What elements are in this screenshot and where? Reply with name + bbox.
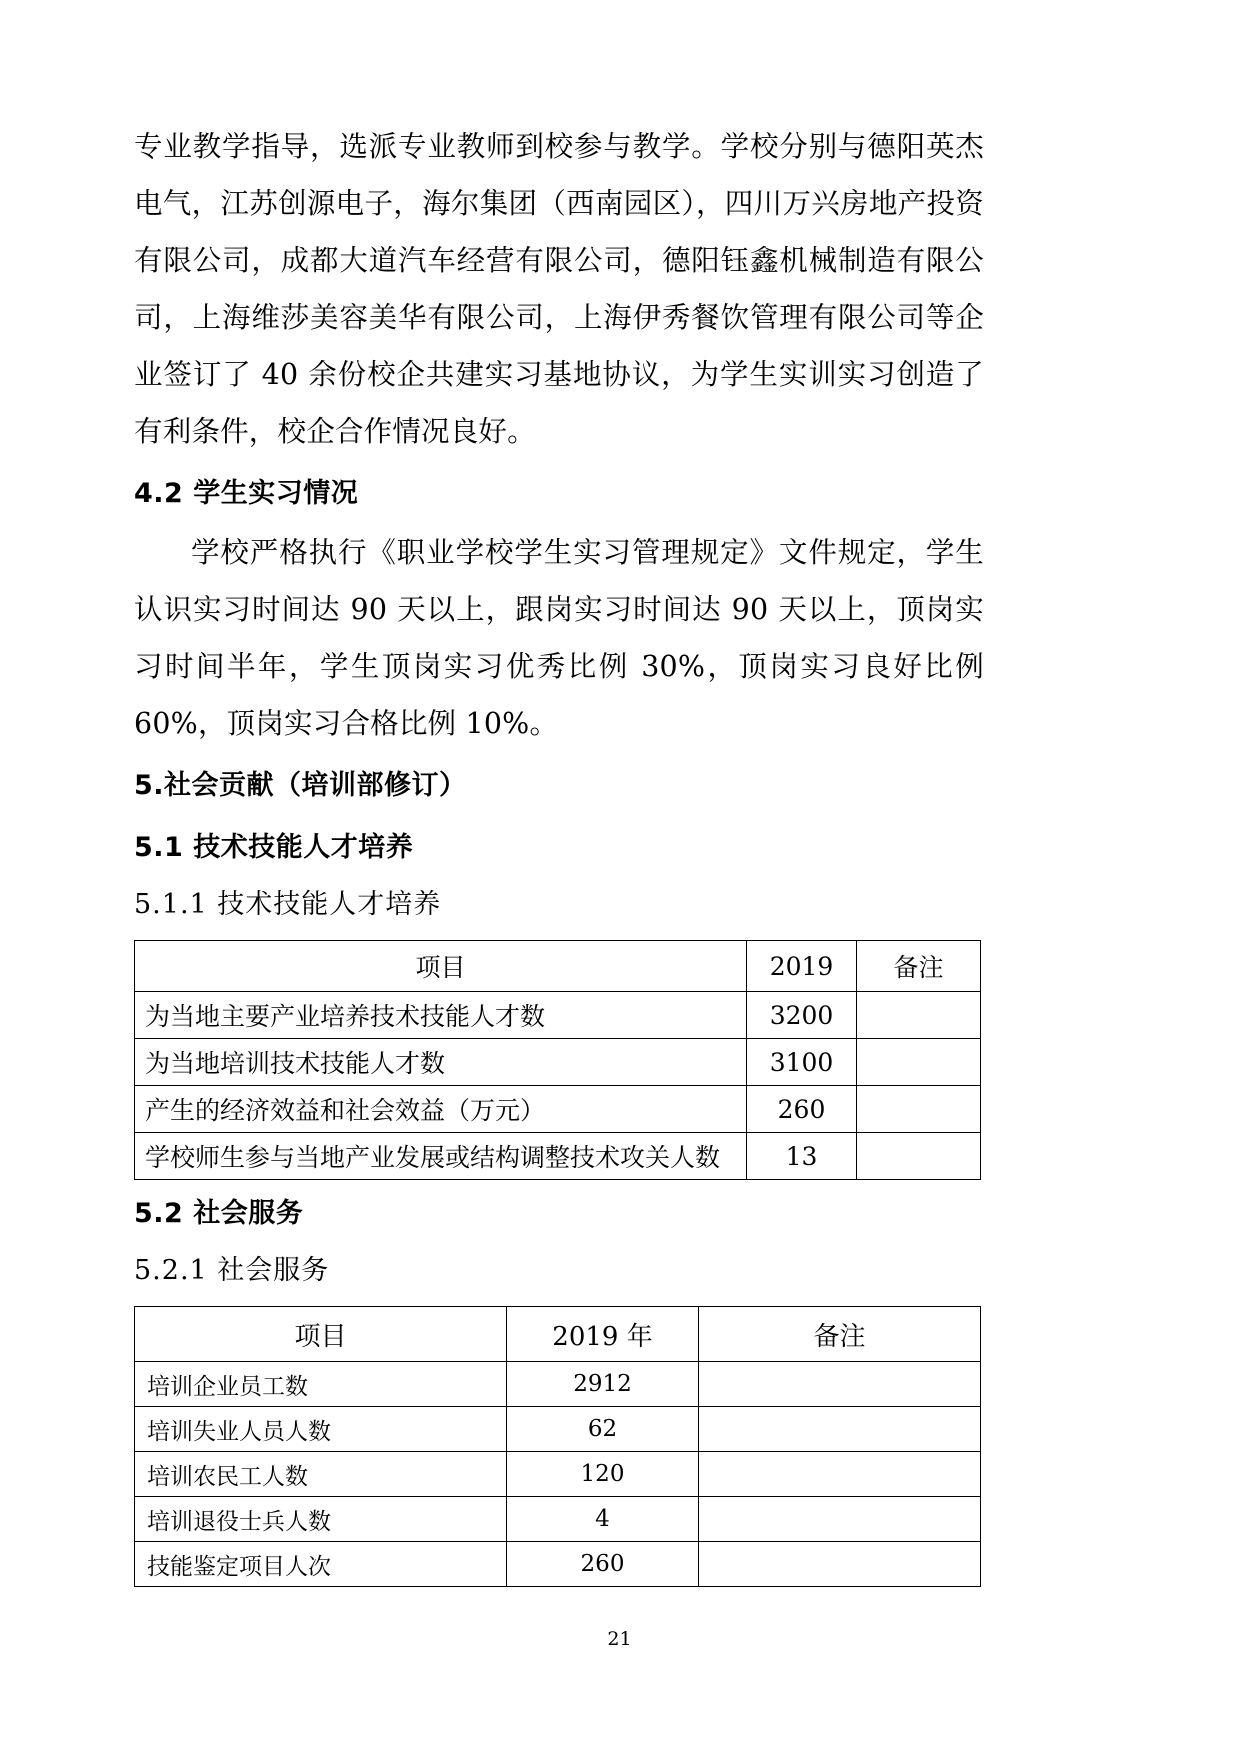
table-row: [135, 1452, 981, 1497]
table-cell-item: 为当地培训技术技能人才数: [135, 1039, 747, 1086]
table-cell-value: 260: [507, 1542, 699, 1587]
heading-5: 5.社会贡献（培训部修订）: [134, 770, 467, 801]
paragraph-internship: 学校严格执行《职业学校学生实习管理规定》文件规定，学生认识实习时间达 90 天以上，跟岗实习时间达 90 天以上，顶岗实习时间半年，学生顶岗实习优秀比例 30%，顶岗实习良好比例 60%，顶岗实习合格比例 10%。: [134, 536, 984, 740]
table-cell-note: [699, 1362, 981, 1407]
table-cell-value: 13: [747, 1133, 857, 1180]
table-cell-value: 4: [507, 1497, 699, 1542]
table-cell-value: 2912: [507, 1362, 699, 1407]
table-cell-item: 培训失业人员人数: [135, 1407, 507, 1452]
table-cell-note: [857, 1039, 981, 1086]
table-cell-value: 260: [747, 1086, 857, 1133]
table-row: [135, 1497, 981, 1542]
paragraph-cooperation: 专业教学指导，选派专业教师到校参与教学。学校分别与德阳英杰电气，江苏创源电子，海尔集团（西南园区），四川万兴房地产投资有限公司，成都大道汽车经营有限公司，德阳钰鑫机械制造有限公司，上海维莎美容美华有限公司，上海伊秀餐饮管理有限公司等企业签订了 40 余份校企共建实习基地协议，为学生实训实习创造了有利条件，校企合作情况良好。: [134, 130, 984, 448]
table-header-cell: 2019 年: [507, 1307, 699, 1362]
table-header-cell: 项目: [135, 1307, 507, 1362]
table-cell-note: [699, 1542, 981, 1587]
table-cell-note: [857, 1133, 981, 1180]
table-row: [135, 1086, 981, 1133]
table-header-cell: 备注: [857, 941, 981, 992]
heading-5-1: 5.1 技术技能人才培养: [134, 832, 414, 863]
table-header-row: [135, 941, 981, 992]
table-cell-note: [699, 1407, 981, 1452]
heading-4-2: 4.2 学生实习情况: [134, 478, 359, 509]
table-row: [135, 1133, 981, 1180]
heading-5-2: 5.2 社会服务: [134, 1198, 304, 1229]
table-cell-value: 3200: [747, 992, 857, 1039]
table-cell-value: 62: [507, 1407, 699, 1452]
table-cell-item: 产生的经济效益和社会效益（万元）: [135, 1086, 747, 1133]
table-cell-note: [699, 1452, 981, 1497]
table-cell-item: 培训企业员工数: [135, 1362, 507, 1407]
heading-5-2-1: 5.2.1 社会服务: [134, 1255, 330, 1286]
table-cell-item: 培训农民工人数: [135, 1452, 507, 1497]
page-number: 21: [607, 1628, 632, 1650]
table-header-cell: 2019: [747, 941, 857, 992]
table-cell-item: 学校师生参与当地产业发展或结构调整技术攻关人数: [135, 1133, 747, 1180]
table-cell-item: 为当地主要产业培养技术技能人才数: [135, 992, 747, 1039]
table-cell-item: 技能鉴定项目人次: [135, 1542, 507, 1587]
table-cell-value: 120: [507, 1452, 699, 1497]
table-row: [135, 1362, 981, 1407]
table-row: [135, 1542, 981, 1587]
table-header-cell: 备注: [699, 1307, 981, 1362]
heading-5-1-1: 5.1.1 技术技能人才培养: [134, 889, 442, 920]
table-talent-training: [134, 940, 981, 1180]
table-header-cell: 项目: [135, 941, 747, 992]
table-cell-item: 培训退役士兵人数: [135, 1497, 507, 1542]
table-social-service: [134, 1306, 981, 1587]
table-cell-note: [857, 992, 981, 1039]
table-row: [135, 992, 981, 1039]
table-row: [135, 1407, 981, 1452]
table-header-row: [135, 1307, 981, 1362]
table-cell-note: [699, 1497, 981, 1542]
table-cell-value: 3100: [747, 1039, 857, 1086]
table-row: [135, 1039, 981, 1086]
page-content: [134, 118, 984, 1591]
table-cell-note: [857, 1086, 981, 1133]
